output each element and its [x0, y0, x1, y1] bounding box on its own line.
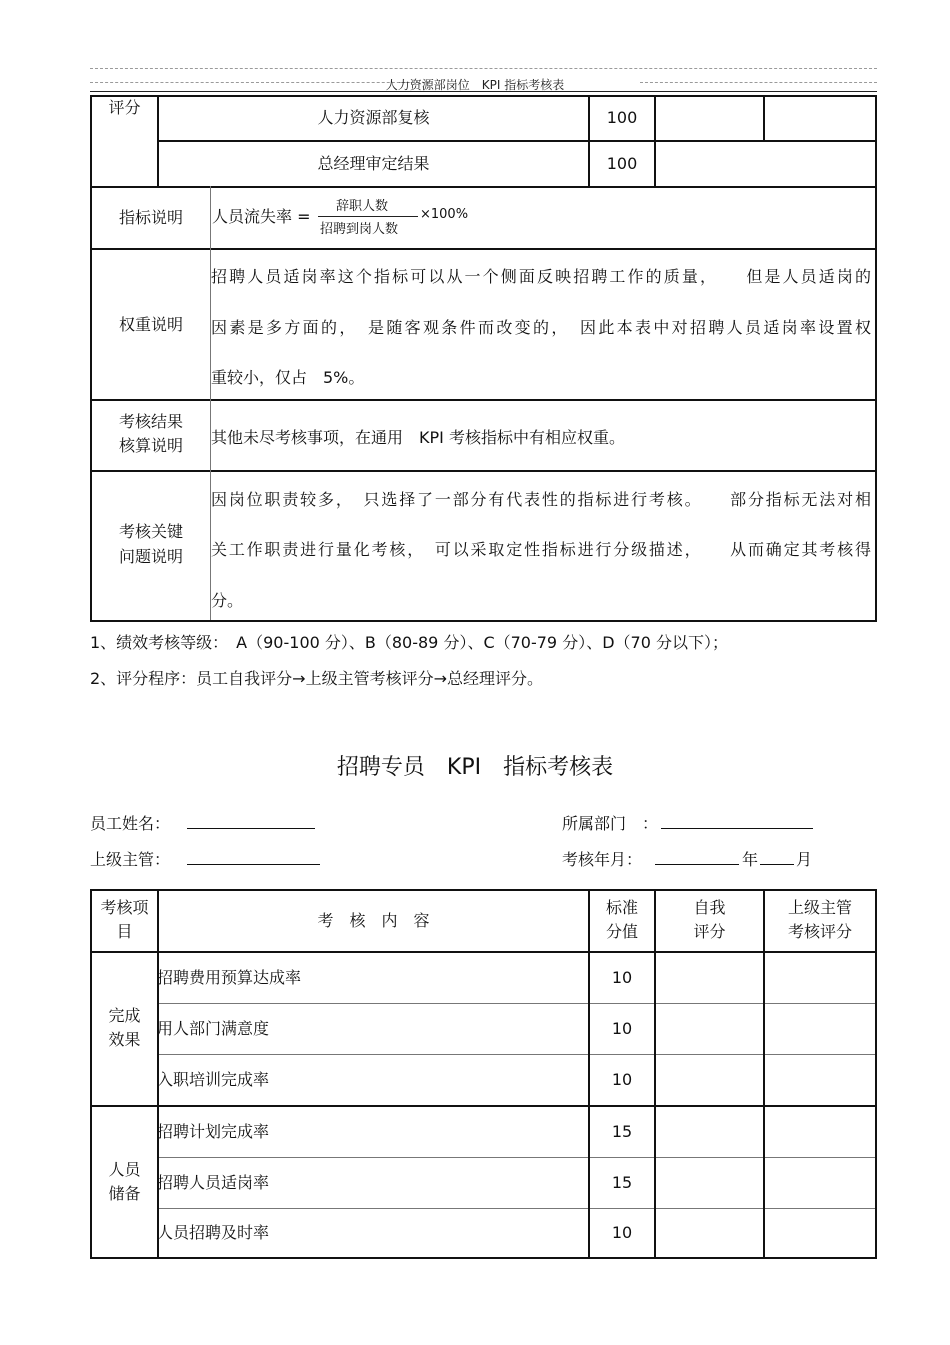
result-text: 其他未尽考核事项，在通用 KPI 考核指标中有相应权重。 [211, 428, 625, 447]
indicator-label: 指标说明 [118, 208, 183, 227]
result-label-2: 核算说明 [118, 436, 183, 455]
header-content: 考 核 内 容 [317, 911, 430, 930]
form-title: 招聘专员 KPI 指标考核表 [336, 755, 614, 780]
supervisor-field[interactable] [187, 864, 320, 865]
formula-suffix: ×100% [420, 207, 469, 222]
table-row-score: 15 [611, 1173, 633, 1192]
t2-line [654, 889, 656, 1259]
formula-numerator: 辞职人数 [336, 199, 389, 214]
header-item-2: 目 [116, 922, 133, 941]
table-row-score: 10 [611, 1019, 633, 1038]
weight-label: 权重说明 [118, 314, 183, 334]
key-line: 因岗位职责较多， 只选择了一部分有代表性的指标进行考核。 部分指标无法对相 [211, 490, 871, 509]
weight-line: 因素是多方面的， 是随客观条件而改变的， 因此本表中对招聘人员适岗率设置权 [211, 318, 871, 337]
formula-prefix: 人员流失率 = [212, 207, 311, 226]
header-dash-line-1 [90, 68, 877, 69]
t1-line [875, 95, 877, 621]
group-label-2b: 储备 [108, 1184, 141, 1203]
table-row-content: 入职培训完成率 [157, 1070, 270, 1089]
weight-line: 重较小，仅占 5%。 [211, 368, 365, 387]
formula-denominator: 招聘到岗人数 [320, 222, 399, 237]
weight-line: 招聘人员适岗率这个指标可以从一个侧面反映招聘工作的质量， 但是人员适岗的 [211, 267, 871, 286]
t1-line [763, 95, 765, 141]
employee-name-label: 员工姓名： [90, 814, 171, 833]
department-label: 所属部门 ： [562, 814, 659, 833]
supervisor-label: 上级主管： [90, 850, 171, 869]
t2-line [875, 889, 877, 1259]
table-row-content: 招聘人员适岗率 [157, 1173, 270, 1192]
header-self-2: 评分 [693, 922, 726, 941]
header-sup-1: 上级主管 [787, 898, 852, 917]
table-row-score: 10 [611, 968, 633, 987]
gm-approval-label: 总经理审定结果 [317, 154, 430, 173]
header-rule [90, 91, 877, 92]
header-sup-2: 考核评分 [787, 922, 852, 941]
t2-line [90, 1257, 877, 1259]
group-label-1a: 完成 [108, 1006, 141, 1025]
table-row-score: 10 [611, 1070, 633, 1089]
header-std-1: 标准 [605, 898, 638, 917]
table-row-content: 招聘计划完成率 [157, 1122, 270, 1141]
hr-review-label: 人力资源部复核 [317, 108, 430, 127]
key-label-1: 考核关键 [118, 522, 183, 541]
gm-approval-value: 100 [606, 154, 638, 173]
key-label-2: 问题说明 [118, 547, 183, 566]
header-item-1: 考核项 [100, 898, 149, 917]
header-std-2: 分值 [605, 922, 638, 941]
score-label: 评分 [108, 98, 141, 117]
group-label-2a: 人员 [108, 1160, 141, 1179]
page-header: 人力资源部岗位 KPI 指标考核表 [385, 78, 565, 92]
fraction-bar [318, 216, 418, 217]
table-row-content: 招聘费用预算达成率 [157, 968, 302, 987]
t1-line [654, 95, 656, 187]
table-row-content: 人员招聘及时率 [157, 1223, 270, 1242]
t2-line [763, 889, 765, 1259]
t1-line [90, 620, 877, 622]
group-label-1b: 效果 [108, 1030, 141, 1049]
t1-line [90, 470, 877, 472]
employee-name-field[interactable] [187, 828, 315, 829]
t1-line [90, 399, 877, 401]
year-field[interactable] [655, 864, 739, 865]
key-line: 关工作职责进行量化考核， 可以采取定性指标进行分级描述， 从而确定其考核得 [211, 540, 871, 559]
hr-review-value: 100 [606, 108, 638, 127]
month-field[interactable] [760, 864, 794, 865]
month-label: 月 [796, 850, 813, 869]
table-row-score: 15 [611, 1122, 633, 1141]
key-line: 分。 [211, 591, 244, 610]
period-label: 考核年月： [562, 850, 643, 869]
table-row-content: 用人部门满意度 [157, 1019, 270, 1038]
result-label-1: 考核结果 [118, 412, 183, 431]
note-procedure: 2、评分程序：员工自我评分→上级主管考核评分→总经理评分。 [90, 669, 543, 688]
department-field[interactable] [661, 828, 813, 829]
year-label: 年 [742, 850, 759, 869]
table-row-score: 10 [611, 1223, 633, 1242]
header-self-1: 自我 [693, 898, 726, 917]
note-grading: 1、绩效考核等级： A（90-100 分）、B（80-89 分）、C（70-79 分）、D（70 分以下）； [90, 633, 728, 652]
